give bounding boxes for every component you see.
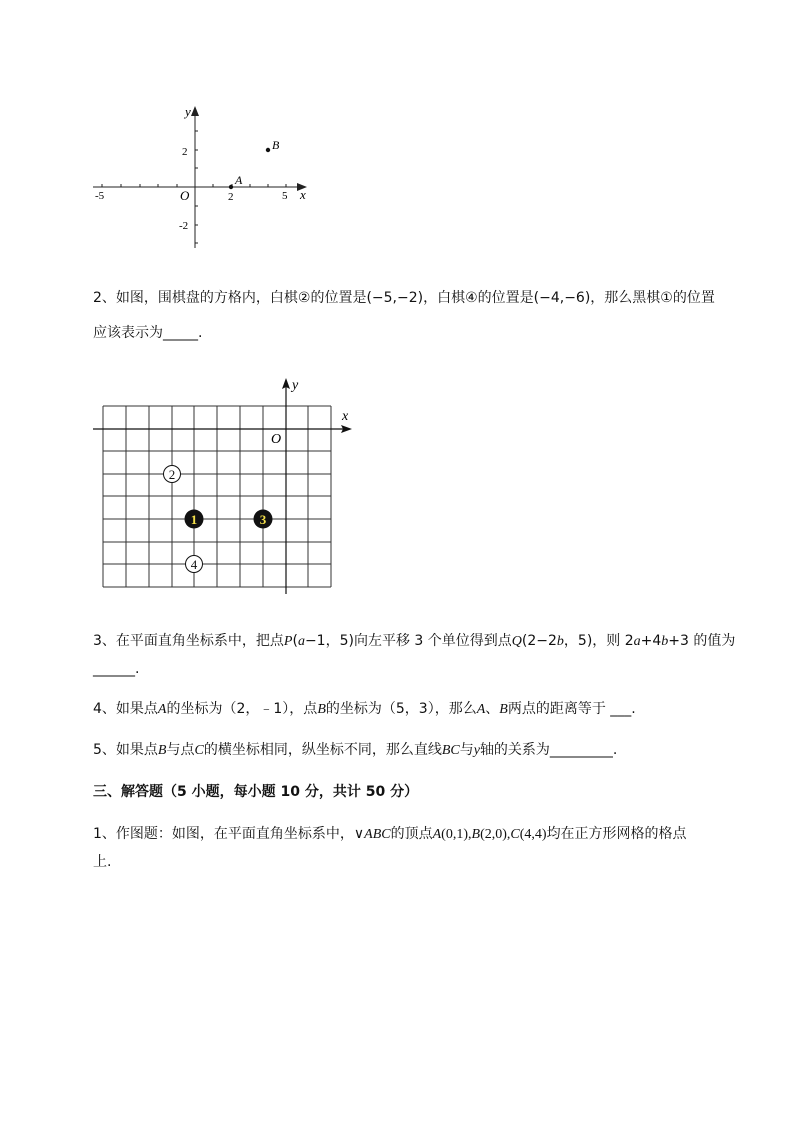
q4-text: 4、如果点 xyxy=(93,701,158,717)
figure1-coordinate-plane xyxy=(85,98,325,256)
figure1-x-label: x xyxy=(300,187,306,202)
figure1-point-a xyxy=(229,185,233,189)
s1-point-c: C xyxy=(510,827,520,842)
figure1-y-tick-label: -2 xyxy=(179,220,189,232)
figure2-grid xyxy=(103,406,331,587)
figure2-stone-label: 4 xyxy=(190,557,198,572)
q5-text: 轴的关系为_________. xyxy=(479,742,618,758)
figure2-stone-white-2 xyxy=(164,466,181,483)
q3-line2: ______. xyxy=(93,661,140,677)
q4-text: 、 xyxy=(485,701,500,717)
q4-point-a: A xyxy=(476,702,486,717)
q4-point-b: B xyxy=(499,702,508,717)
q3-var-b: b xyxy=(556,634,564,649)
q4-text: 两点的距离等于 ___. xyxy=(507,701,636,717)
s1-coord-c: (4,4) xyxy=(519,827,547,842)
figure2-stone-label: 2 xyxy=(168,467,176,482)
s1-text: 1、作图题：如图，在平面直角坐标系中， xyxy=(93,826,354,842)
figure1-point-a-label: A xyxy=(235,173,243,187)
q5-text: 的横坐标相同，纵坐标不同，那么直线 xyxy=(203,742,442,758)
figure2-stone-black-3 xyxy=(254,510,273,529)
s1-line2: 上. xyxy=(93,854,112,870)
q3-text: 3、在平面直角坐标系中，把点 xyxy=(93,633,284,649)
q3-text: +3 的值为 xyxy=(668,633,736,649)
q5-text: 与点 xyxy=(166,742,195,758)
figure2-stone-label: 3 xyxy=(259,512,267,527)
s1-point-a: A xyxy=(432,827,442,842)
q5-text: 5、如果点 xyxy=(93,742,158,758)
figure1-point-b-label: B xyxy=(272,138,280,152)
s1-line1 xyxy=(93,824,687,845)
q3-text: ，5)，则 2 xyxy=(563,633,634,649)
q5-text: 与 xyxy=(459,742,474,758)
q3-text: −1，5)向左平移 3 个单位得到点 xyxy=(304,633,512,649)
q3-text: (2−2 xyxy=(521,633,557,649)
q3-text: ( xyxy=(292,633,298,649)
figure1-x-tick-label: -5 xyxy=(95,190,105,202)
section-heading: 三、解答题（5 小题，每小题 10 分，共计 50 分） xyxy=(93,784,419,800)
q3-var-b: b xyxy=(661,634,669,649)
figure1-origin-label: O xyxy=(180,188,190,203)
q4-point-a: A xyxy=(157,702,167,717)
q3-var-a: a xyxy=(633,634,641,649)
s1-coord-a: (0,1), xyxy=(441,827,472,842)
q3-point-q: Q xyxy=(511,634,522,649)
figure2-origin-label: O xyxy=(271,432,282,447)
figure2-x-label: x xyxy=(342,409,349,424)
figure2-go-board xyxy=(88,372,368,598)
q5-axis-y: y xyxy=(473,743,480,758)
q3-var-a: a xyxy=(297,634,305,649)
q2-line1: 2、如图，围棋盘的方格内，白棋②的位置是(−5,−2)，白棋④的位置是(−4,−6)，那么黑棋①的位置 xyxy=(93,290,715,306)
figure2-y-label: y xyxy=(292,378,299,393)
figure2-stone-white-4 xyxy=(186,556,203,573)
s1-coord-b: (2,0), xyxy=(480,827,511,842)
q5-point-b: B xyxy=(157,743,167,758)
figure1-y-tick-label: 2 xyxy=(182,146,188,158)
figure1-point-b xyxy=(266,148,270,152)
s1-point-b: B xyxy=(471,827,481,842)
s1-triangle-name: ABC xyxy=(364,827,391,842)
s1-triangle-symbol: ∨ xyxy=(353,827,365,842)
q4-point-b: B xyxy=(317,702,326,717)
q3-text: +4 xyxy=(640,633,662,649)
q3-line1 xyxy=(93,631,735,652)
figure2-stone-black-1 xyxy=(185,510,204,529)
figure1-x-tick-label: 2 xyxy=(228,191,234,203)
figure1-y-arrow-icon xyxy=(191,106,199,116)
q5-line-bc: BC xyxy=(441,743,460,758)
s1-text: 的顶点 xyxy=(390,826,433,842)
figure1-y-label: y xyxy=(185,104,191,119)
q2-line2: 应该表示为_____. xyxy=(93,325,203,341)
q4-text: 的坐标为（5，3），那么 xyxy=(325,701,477,717)
q3-point-p: P xyxy=(283,634,293,649)
figure2-stone-label: 1 xyxy=(190,512,198,527)
q5-line xyxy=(93,740,617,761)
q5-point-c: C xyxy=(194,743,204,758)
q4-text: 的坐标为（2，﹣1），点 xyxy=(166,701,318,717)
s1-text: 均在正方形网格的格点 xyxy=(546,826,687,842)
q4-line xyxy=(93,699,636,720)
figure1-x-tick-label: 5 xyxy=(282,190,288,202)
